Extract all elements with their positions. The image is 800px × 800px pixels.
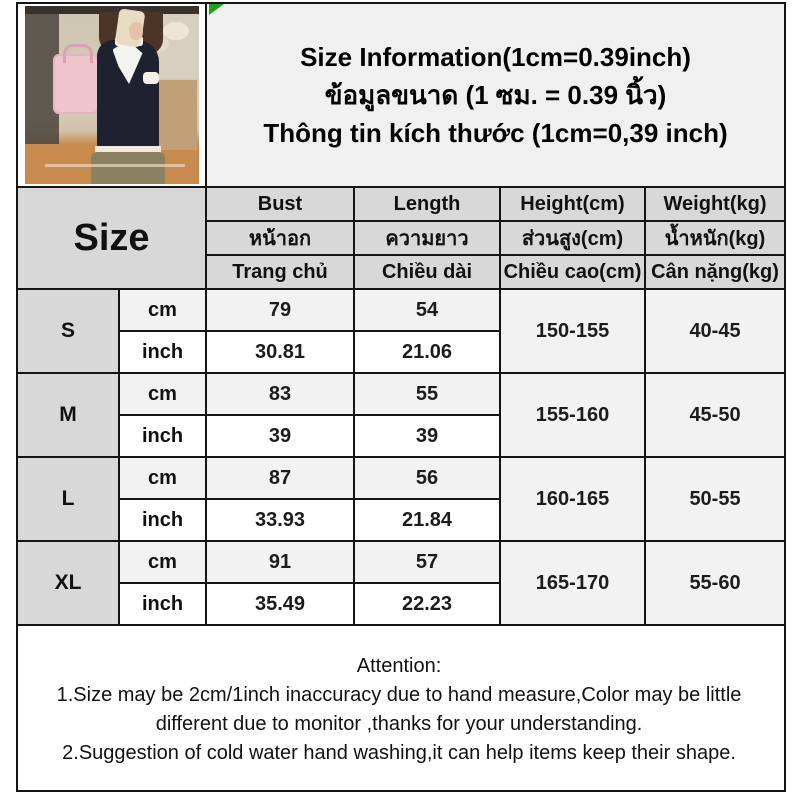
- col-header-weight-en: Weight(kg): [645, 187, 785, 221]
- xl-height: 165-170: [500, 541, 645, 625]
- size-label-s: S: [17, 289, 119, 373]
- s-length-inch: 21.06: [354, 331, 500, 373]
- title-english: Size Information(1cm=0.39inch): [300, 42, 691, 72]
- l-height: 160-165: [500, 457, 645, 541]
- l-bust-inch: 33.93: [206, 499, 354, 541]
- photo-pink-bag: [53, 54, 99, 114]
- size-label-xl: XL: [17, 541, 119, 625]
- xl-length-cm: 57: [354, 541, 500, 583]
- xl-weight: 55-60: [645, 541, 785, 625]
- xl-bust-cm: 91: [206, 541, 354, 583]
- title-thai: ข้อมูลขนาด (1 ซม. = 0.39 นิ้ว): [324, 80, 667, 110]
- unit-label-inch: inch: [119, 415, 206, 457]
- attention-note-2: 2.Suggestion of cold water hand washing,it can help items keep their shape.: [62, 742, 736, 764]
- s-length-cm: 54: [354, 289, 500, 331]
- photo-watermark-line: [45, 164, 185, 167]
- col-header-weight-th: น้ำหนัก(kg): [645, 221, 785, 255]
- title-cell: [206, 3, 785, 187]
- unit-label-inch: inch: [119, 331, 206, 373]
- m-bust-cm: 83: [206, 373, 354, 415]
- m-length-cm: 55: [354, 373, 500, 415]
- l-weight: 50-55: [645, 457, 785, 541]
- size-label-m: M: [17, 373, 119, 457]
- attention-section: [17, 625, 785, 791]
- col-header-bust-vi: Trang chủ: [206, 255, 354, 289]
- product-photo-cell: [17, 3, 206, 187]
- col-header-height-en: Height(cm): [500, 187, 645, 221]
- unit-label-cm: cm: [119, 457, 206, 499]
- size-information-sheet: [16, 2, 786, 792]
- m-length-inch: 39: [354, 415, 500, 457]
- s-bust-inch: 30.81: [206, 331, 354, 373]
- photo-shirt-cuff: [143, 72, 159, 84]
- s-bust-cm: 79: [206, 289, 354, 331]
- unit-label-cm: cm: [119, 373, 206, 415]
- table-row-xl-cm: [17, 541, 785, 583]
- col-header-bust-th: หน้าอก: [206, 221, 354, 255]
- l-length-inch: 21.84: [354, 499, 500, 541]
- photo-furniture: [153, 80, 197, 150]
- attention-note-1: 1.Size may be 2cm/1inch inaccuracy due to hand measure,Color may be little different due to monitor ,thanks for your understanding.: [56, 684, 742, 735]
- photo-model-pants: [91, 152, 165, 184]
- m-bust-inch: 39: [206, 415, 354, 457]
- unit-label-inch: inch: [119, 499, 206, 541]
- green-corner-flag-icon: [209, 4, 224, 15]
- title-vietnamese: Thông tin kích thước (1cm=0,39 inch): [263, 118, 728, 148]
- l-length-cm: 56: [354, 457, 500, 499]
- table-row-l-cm: [17, 457, 785, 499]
- photo-model-hand: [129, 22, 143, 40]
- col-header-height-th: ส่วนสูง(cm): [500, 221, 645, 255]
- size-corner-label: Size: [17, 187, 206, 289]
- col-header-height-vi: Chiều cao(cm): [500, 255, 645, 289]
- col-header-weight-vi: Cân nặng(kg): [645, 255, 785, 289]
- table-row-s-cm: [17, 289, 785, 331]
- m-height: 155-160: [500, 373, 645, 457]
- attention-heading: Attention:: [356, 655, 442, 677]
- m-weight: 45-50: [645, 373, 785, 457]
- size-label-l: L: [17, 457, 119, 541]
- col-header-bust-en: Bust: [206, 187, 354, 221]
- unit-label-inch: inch: [119, 583, 206, 625]
- col-header-length-vi: Chiều dài: [354, 255, 500, 289]
- unit-label-cm: cm: [119, 289, 206, 331]
- s-height: 150-155: [500, 289, 645, 373]
- xl-length-inch: 22.23: [354, 583, 500, 625]
- xl-bust-inch: 35.49: [206, 583, 354, 625]
- col-header-length-en: Length: [354, 187, 500, 221]
- l-bust-cm: 87: [206, 457, 354, 499]
- product-photo: [25, 6, 199, 184]
- photo-hat: [163, 22, 189, 40]
- table-row-m-cm: [17, 373, 785, 415]
- unit-label-cm: cm: [119, 541, 206, 583]
- s-weight: 40-45: [645, 289, 785, 373]
- col-header-length-th: ความยาว: [354, 221, 500, 255]
